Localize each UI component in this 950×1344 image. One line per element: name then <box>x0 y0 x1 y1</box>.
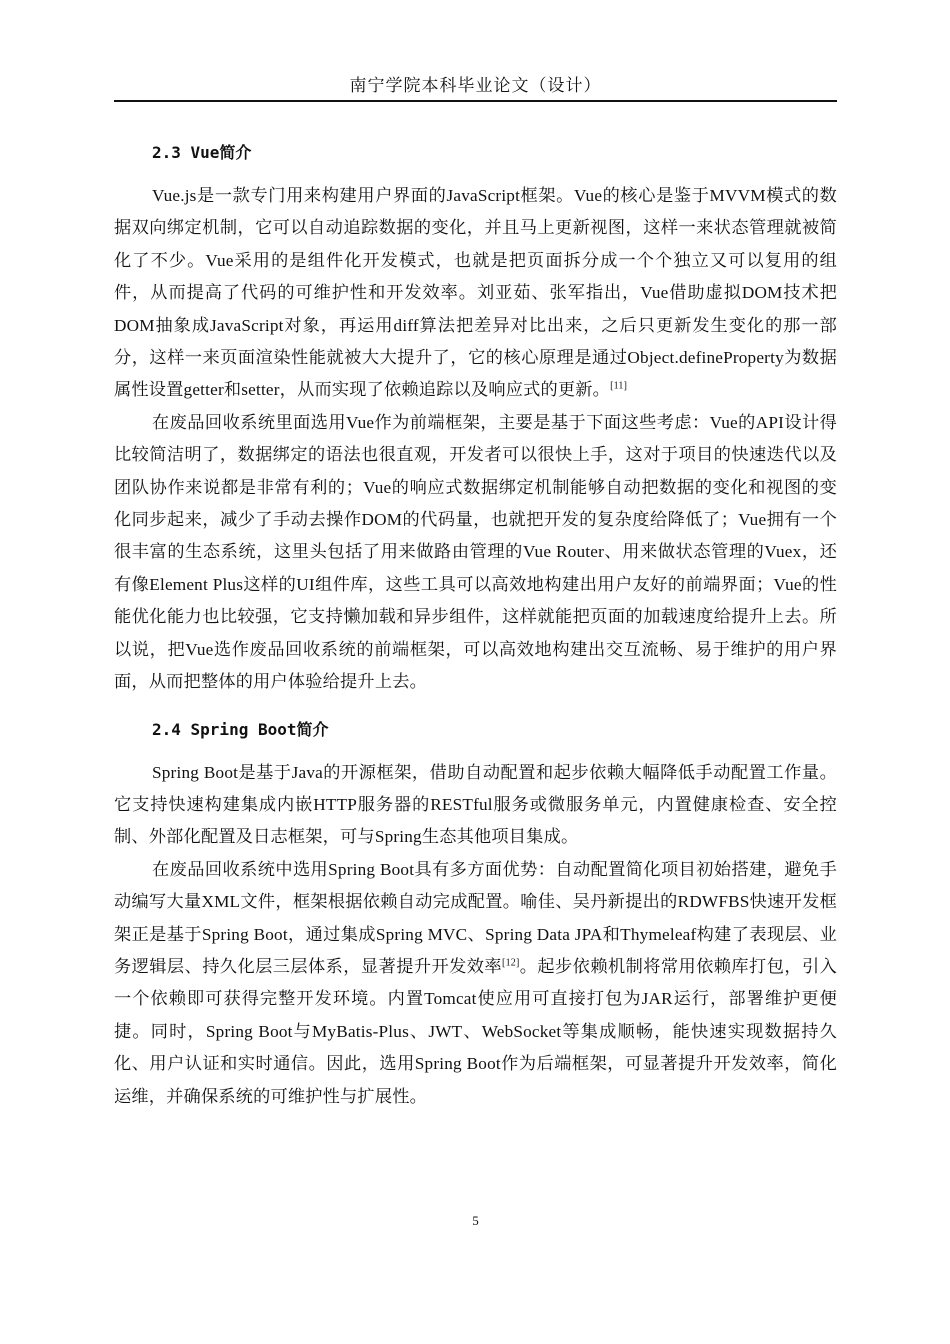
citation-11: [11] <box>610 380 628 392</box>
running-header: 南宁学院本科毕业论文（设计） <box>349 76 602 95</box>
section-heading-spring-boot: 2.4 Spring Boot简介 <box>152 719 329 739</box>
section-heading-vue: 2.3 Vue简介 <box>152 143 252 162</box>
paragraph-spring-boot-choice <box>114 854 837 1113</box>
paragraph-text: 在废品回收系统中选用Spring Boot具有多方面优势：自动配置简化项目初始搭建，避免手动编写大量XML文件，框架根据依赖自动完成配置。喻佳、吴丹新提出的RDWFBS快速开发框架正是基于Spring Boot，通过集成Spring MVC、Spring Data JPA和Thymeleaf构建了表现层、业务逻辑层、持久化层三层体系，显著提升开发效率 <box>114 859 837 976</box>
paragraph-text: Spring Boot是基于Java的开源框架，借助自动配置和起步依赖大幅降低手动配置工作量。它支持快速构建集成内嵌HTTP服务器的RESTful服务或微服务单元，内置健康检查、安全控制、外部化配置及日志框架，可与Spring生态其他项目集成。 <box>114 762 837 847</box>
paragraph-text: Vue.js是一款专门用来构建用户界面的JavaScript框架。Vue的核心是鉴于MVVM模式的数据双向绑定机制，它可以自动追踪数据的变化，并且马上更新视图，这样一来状态管理就被简化了不少。Vue采用的是组件化开发模式，也就是把页面拆分成一个个独立又可以复用的组件，从而提高了代码的可维护性和开发效率。刘亚茹、张军指出，Vue借助虚拟DOM技术把DOM抽象成JavaScript对象，再运用diff算法把差异对比出来，之后只更新发生变化的那一部分，这样一来页面渲染性能就被大大提升了，它的核心原理是通过Object.defineProperty为数据属性设置getter和setter，从而实现了依赖追踪以及响应式的更新。 <box>114 186 837 400</box>
citation-12: [12] <box>502 957 520 969</box>
paragraph-vue-choice <box>114 407 837 699</box>
paragraph-vue-intro <box>114 180 837 407</box>
page-body <box>114 136 837 1113</box>
header-rule <box>114 100 837 102</box>
page-number: 5 <box>472 1213 479 1228</box>
paragraph-spring-boot-intro <box>114 757 837 854</box>
paragraph-text: 在废品回收系统里面选用Vue作为前端框架，主要是基于下面这些考虑：Vue的API设计得比较简洁明了，数据绑定的语法也很直观，开发者可以很快上手，这对于项目的快速迭代以及团队协作来说都是非常有利的；Vue的响应式数据绑定机制能够自动把数据的变化和视图的变化同步起来，减少了手动去操作DOM的代码量，也就把开发的复杂度给降低了；Vue拥有一个很丰富的生态系统，这里头包括了用来做路由管理的Vue Router、用来做状态管理的Vuex，还有像Element Plus这样的UI组件库，这些工具可以高效地构建出用户友好的前端界面；Vue的性能优化能力也比较强，它支持懒加载和异步组件，这样就能把页面的加载速度给提升上去。所以说，把Vue选作废品回收系统的前端框架，可以高效地构建出交互流畅、易于维护的用户界面，从而把整体的用户体验给提升上去。 <box>114 412 837 692</box>
paragraph-text-continued: 。起步依赖机制将常用依赖库打包，引入一个依赖即可获得完整开发环境。内置Tomcat使应用可直接打包为JAR运行，部署维护更便捷。同时，Spring Boot与MyBatis-Plus、JWT、WebSocket等集成顺畅，能快速实现数据持久化、用户认证和实时通信。因此，选用Spring Boot作为后端框架，可显著提升开发效率，简化运维，并确保系统的可维护性与扩展性。 <box>114 956 837 1106</box>
